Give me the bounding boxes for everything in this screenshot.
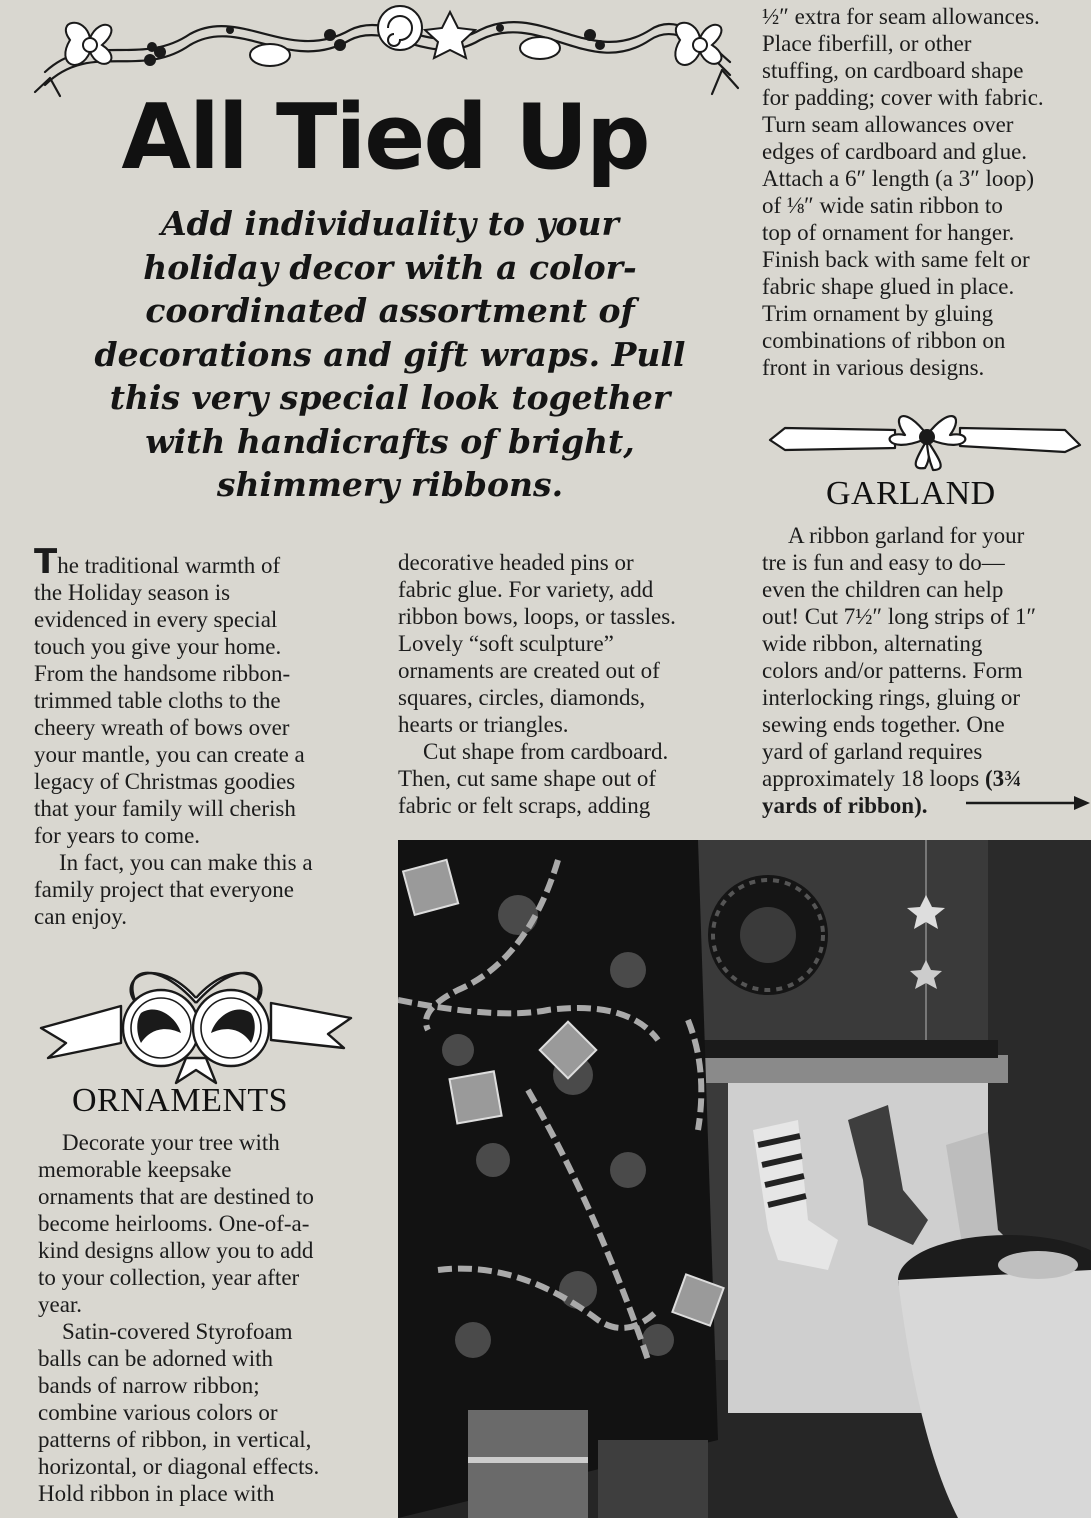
- ornaments-line: balls can be adorned with: [38, 1346, 274, 1371]
- right-line: front in various designs.: [762, 355, 985, 380]
- ornaments-line: memorable keepsake: [38, 1157, 232, 1182]
- intro-line: the Holiday season is: [34, 580, 231, 605]
- subtitle-line: decorations and gift wraps. Pull: [94, 334, 686, 374]
- intro-line: he traditional warmth of: [57, 553, 281, 578]
- ornaments-line: Satin-covered Styrofoam: [62, 1319, 293, 1344]
- subtitle-line: Add individuality to your: [161, 204, 619, 243]
- middle-line: Then, cut same shape out of: [398, 766, 657, 791]
- middle-line: ornaments are created out of: [398, 658, 660, 683]
- ornament-bow-illustration: [36, 948, 356, 1088]
- right-line: top of ornament for hanger.: [762, 220, 1015, 245]
- intro-line: In fact, you can make this a: [59, 850, 313, 875]
- garland-text: [762, 522, 1091, 819]
- ornaments-line: bands of narrow ribbon;: [38, 1373, 260, 1398]
- right-line: Finish back with same felt or: [762, 247, 1030, 272]
- drop-cap: T: [34, 542, 58, 582]
- garland-line: out! Cut 7½″ long strips of 1″: [762, 604, 1037, 629]
- middle-line: Lovely “soft sculpture”: [398, 631, 614, 656]
- garland-line: [762, 765, 1091, 792]
- garland-ribbon-illustration: [765, 400, 1085, 475]
- right-line: of ⅛″ wide satin ribbon to: [762, 193, 1003, 218]
- intro-text: [34, 542, 384, 930]
- subtitle-line: this very special look together: [109, 378, 671, 417]
- ornaments-line: combine various colors or: [38, 1400, 278, 1425]
- intro-line: for years to come.: [34, 823, 201, 848]
- garland-line-text: approximately 18 loops: [762, 766, 985, 791]
- continue-arrow-icon: [966, 793, 1091, 813]
- middle-line: ribbon bows, loops, or tassles.: [398, 604, 676, 629]
- ornaments-text: [38, 1129, 388, 1507]
- right-line: combinations of ribbon on: [762, 328, 1006, 353]
- article-subtitle: [50, 202, 730, 507]
- middle-line: fabric or felt scraps, adding: [398, 793, 651, 818]
- right-line: Attach a 6″ length (a 3″ loop): [762, 166, 1035, 191]
- garland-bold-line: yards of ribbon).: [762, 793, 928, 818]
- middle-line: fabric glue. For variety, add: [398, 577, 654, 602]
- ornaments-line: Hold ribbon in place with: [38, 1481, 275, 1506]
- garland-line: interlocking rings, gluing or: [762, 685, 1021, 710]
- ornaments-line: kind designs allow you to add: [38, 1238, 314, 1263]
- right-line: Trim ornament by gluing: [762, 301, 994, 326]
- ornaments-line: become heirlooms. One-of-a-: [38, 1211, 310, 1236]
- intro-line: your mantle, you can create a: [34, 742, 305, 767]
- intro-line: touch you give your home.: [34, 634, 282, 659]
- ornaments-line: Decorate your tree with: [62, 1130, 280, 1155]
- ornaments-line: to your collection, year after: [38, 1265, 300, 1290]
- intro-line: can enjoy.: [34, 904, 128, 929]
- right-line: fabric shape glued in place.: [762, 274, 1015, 299]
- garland-line: yard of garland requires: [762, 739, 983, 764]
- photo-illustration: [398, 840, 1091, 1518]
- middle-column-text: [398, 549, 738, 819]
- right-line: Turn seam allowances over: [762, 112, 1014, 137]
- garland-line: colors and/or patterns. Form: [762, 658, 1023, 683]
- middle-line: decorative headed pins or: [398, 550, 634, 575]
- ornaments-line: year.: [38, 1292, 83, 1317]
- garland-line: tre is fun and easy to do—: [762, 550, 1005, 575]
- ornaments-line: ornaments that are destined to: [38, 1184, 314, 1209]
- article-title: All Tied Up: [121, 85, 649, 190]
- middle-line: hearts or triangles.: [398, 712, 569, 737]
- subtitle-line: coordinated assortment of: [145, 291, 635, 330]
- garland-line: wide ribbon, alternating: [762, 631, 983, 656]
- intro-line: From the handsome ribbon-: [34, 661, 291, 686]
- right-line: stuffing, on cardboard shape: [762, 58, 1024, 83]
- subtitle-line: shimmery ribbons.: [216, 465, 564, 504]
- garland-line: A ribbon garland for your: [788, 523, 1025, 548]
- right-line: edges of cardboard and glue.: [762, 139, 1028, 164]
- middle-line: Cut shape from cardboard.: [423, 739, 669, 764]
- intro-line: evidenced in every special: [34, 607, 278, 632]
- intro-line: family project that everyone: [34, 877, 294, 902]
- right-column-text: [762, 3, 1090, 381]
- ornaments-heading: ORNAMENTS: [72, 1082, 289, 1119]
- subtitle-line: with handicrafts of bright,: [145, 421, 635, 461]
- ornaments-line: horizontal, or diagonal effects.: [38, 1454, 320, 1479]
- christmas-tree-mantle-photo: [398, 840, 1091, 1518]
- middle-line: squares, circles, diamonds,: [398, 685, 646, 710]
- intro-first-line: [34, 542, 384, 582]
- right-line: Place fiberfill, or other: [762, 31, 972, 56]
- garland-line: sewing ends together. One: [762, 712, 1005, 737]
- intro-line: that your family will cherish: [34, 796, 296, 821]
- intro-line: trimmed table cloths to the: [34, 688, 281, 713]
- right-line: ½″ extra for seam allowances.: [762, 4, 1040, 29]
- garland-bold-text: (3¾: [984, 766, 1022, 791]
- garland-line: even the children can help: [762, 577, 1004, 602]
- garland-heading: GARLAND: [826, 475, 996, 512]
- intro-line: cheery wreath of bows over: [34, 715, 290, 740]
- ornaments-line: patterns of ribbon, in vertical,: [38, 1427, 312, 1452]
- subtitle-line: holiday decor with a color-: [143, 247, 637, 287]
- intro-line: legacy of Christmas goodies: [34, 769, 296, 794]
- right-line: for padding; cover with fabric.: [762, 85, 1044, 110]
